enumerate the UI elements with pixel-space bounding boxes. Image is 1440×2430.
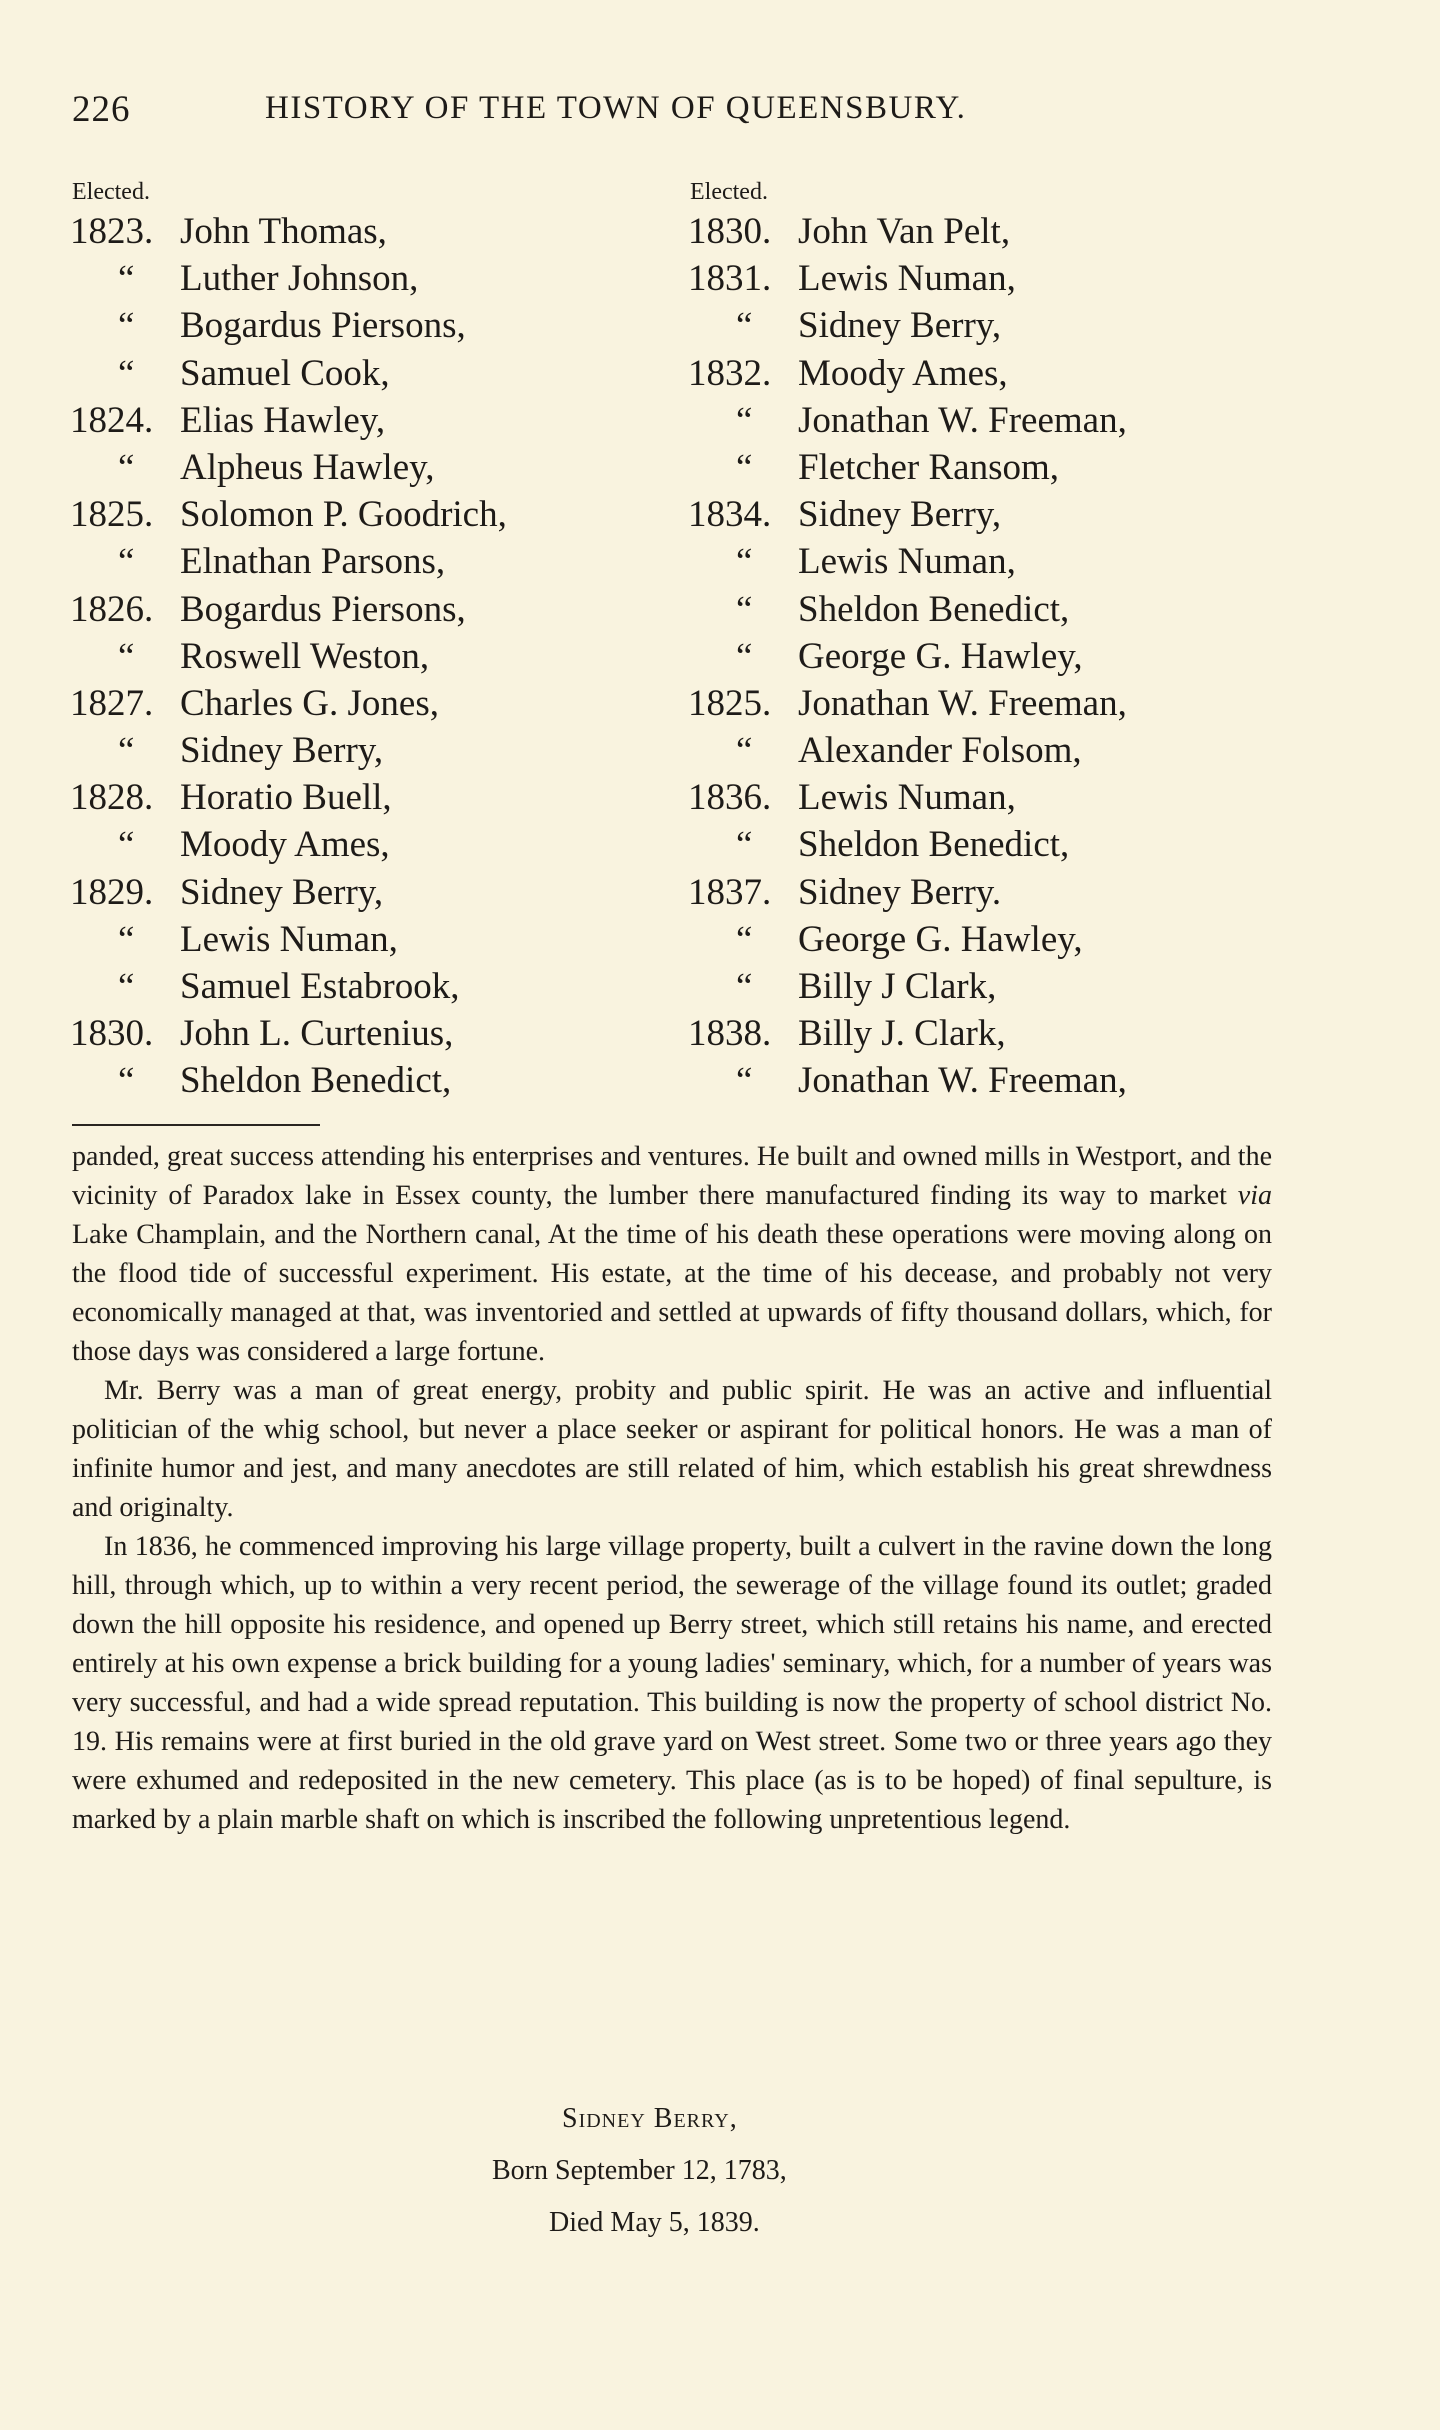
election-entry xyxy=(688,491,1308,538)
left-election-column xyxy=(70,176,670,1105)
page-title: HISTORY OF THE TOWN OF QUEENSBURY. xyxy=(265,90,967,126)
paragraph-1-italic-via: via xyxy=(1237,1180,1272,1211)
election-entry xyxy=(688,963,1308,1010)
election-year: 1829. xyxy=(70,871,154,913)
elected-name: Billy J Clark, xyxy=(798,966,997,1007)
election-entry xyxy=(688,1057,1308,1104)
election-entry xyxy=(688,727,1308,774)
election-entry xyxy=(70,680,670,727)
election-entry xyxy=(688,633,1308,680)
election-entry xyxy=(70,774,670,821)
ditto-mark: “ xyxy=(736,635,753,677)
election-year: 1824. xyxy=(70,399,154,441)
elected-name: Sidney Berry, xyxy=(180,871,384,913)
election-entry xyxy=(70,444,670,491)
election-year: 1826. xyxy=(70,588,154,630)
elected-name: George G. Hawley, xyxy=(798,918,1083,960)
elected-name: Alpheus Hawley, xyxy=(180,446,435,488)
ditto-mark: “ xyxy=(118,352,135,394)
elected-name: Horatio Buell, xyxy=(180,777,392,819)
elected-name: Lewis Numan, xyxy=(798,541,1016,583)
elected-name: Roswell Weston, xyxy=(180,635,430,677)
election-year: 1830. xyxy=(70,1013,154,1055)
elected-name: Sheldon Benedict, xyxy=(798,824,1070,866)
elected-name: Alexander Folsom, xyxy=(798,730,1082,772)
ditto-mark: “ xyxy=(736,305,753,347)
elected-name: Sheldon Benedict, xyxy=(180,1060,452,1102)
election-year: 1832. xyxy=(688,352,772,394)
election-entry xyxy=(688,586,1308,633)
election-entry xyxy=(688,538,1308,585)
elected-name: Moody Ames, xyxy=(798,352,1008,394)
election-entry xyxy=(70,963,670,1010)
election-entry xyxy=(70,1057,670,1104)
paragraph-2: Mr. Berry was a man of great energy, probity and public spirit. He was an active and influential politician of the whig school, but never a place seeker or aspirant for political honors. He was a man of infinite humor and jest, and many anecdotes are still related of him, which establish his great shrewdness and originalty. xyxy=(72,1375,1272,1523)
paragraph-1-start: panded, great success attending his enterprises and ventures. He built and owned mills in Westport, and the vicinity of Paradox lake in Essex county, the lumber there manufactured finding its way to market xyxy=(72,1141,1272,1211)
right-entries-list xyxy=(688,208,1308,1105)
body-text xyxy=(72,1137,1272,1839)
ditto-mark: “ xyxy=(736,588,753,630)
ditto-mark: “ xyxy=(736,966,753,1007)
ditto-mark: “ xyxy=(118,541,135,583)
epitaph-born: Born September 12, 1783, xyxy=(492,2155,787,2186)
elected-name: Elias Hawley, xyxy=(180,399,386,441)
elected-name: Fletcher Ransom, xyxy=(798,446,1060,488)
elected-name: George G. Hawley, xyxy=(798,635,1083,677)
elected-name: Jonathan W. Freeman, xyxy=(798,399,1127,441)
elected-name: Billy J. Clark, xyxy=(798,1013,1006,1055)
elected-name: Samuel Estabrook, xyxy=(180,966,460,1007)
column-label: Elected. xyxy=(72,179,150,205)
ditto-mark: “ xyxy=(118,446,135,488)
elected-name: Lewis Numan, xyxy=(798,777,1016,819)
ditto-mark: “ xyxy=(118,824,135,866)
election-entry xyxy=(688,916,1308,963)
elected-name: Sidney Berry, xyxy=(798,305,1002,347)
elected-name: Bogardus Piersons, xyxy=(180,305,466,347)
ditto-mark: “ xyxy=(118,966,135,1007)
elected-name: John Van Pelt, xyxy=(798,211,1011,252)
election-year: 1825. xyxy=(70,494,154,536)
election-entry xyxy=(70,727,670,774)
ditto-mark: “ xyxy=(736,824,753,866)
epitaph-died: Died May 5, 1839. xyxy=(549,2207,760,2238)
election-year: 1825. xyxy=(688,682,772,724)
election-year: 1831. xyxy=(688,258,772,300)
election-entry xyxy=(70,255,670,302)
ditto-mark: “ xyxy=(736,446,753,488)
elected-name: Samuel Cook, xyxy=(180,352,390,394)
election-entry xyxy=(70,208,670,255)
page-number: 226 xyxy=(72,89,131,130)
elected-name: John L. Curtenius, xyxy=(180,1013,454,1055)
elected-name: John Thomas, xyxy=(180,211,387,252)
ditto-mark: “ xyxy=(118,305,135,347)
elected-name: Sidney Berry. xyxy=(798,871,1002,913)
election-entry xyxy=(70,350,670,397)
election-year: 1836. xyxy=(688,777,772,819)
election-entry xyxy=(70,491,670,538)
epitaph-name: Sidney Berry, xyxy=(562,2103,738,2134)
election-entry xyxy=(70,1010,670,1057)
elected-name: Moody Ames, xyxy=(180,824,390,866)
paragraph-1 xyxy=(72,1137,1272,1371)
election-entry xyxy=(70,302,670,349)
ditto-mark: “ xyxy=(736,918,753,960)
elected-name: Lewis Numan, xyxy=(180,918,398,960)
ditto-mark: “ xyxy=(118,918,135,960)
election-entry xyxy=(688,350,1308,397)
elected-name: Elnathan Parsons, xyxy=(180,541,446,583)
elected-name: Jonathan W. Freeman, xyxy=(798,682,1127,724)
election-entry xyxy=(688,208,1308,255)
elected-name: Lewis Numan, xyxy=(798,258,1016,300)
election-entry xyxy=(688,302,1308,349)
paragraph-1-end: Lake Champlain, and the Northern canal, At the time of his death these operations were moving along on the flood tide of successful experiment. His estate, at the time of his decease, and probably not very economically managed at that, was inventoried and settled at upwards of fifty thousand dollars, which, for those days was considered a large fortune. xyxy=(72,1219,1272,1367)
ditto-mark: “ xyxy=(118,1060,135,1102)
election-entry xyxy=(688,869,1308,916)
ditto-mark: “ xyxy=(118,635,135,677)
elected-name: Charles G. Jones, xyxy=(180,682,439,724)
ditto-mark: “ xyxy=(736,541,753,583)
election-entry xyxy=(70,633,670,680)
election-entry xyxy=(688,821,1308,868)
election-entry xyxy=(70,821,670,868)
paragraph-3: In 1836, he commenced improving his large village property, built a culvert in the ravine down the long hill, through which, up to within a very recent period, the sewerage of the village found its outlet; graded down the hill opposite his residence, and opened up Berry street, which still retains his name, and erected entirely at his own expense a brick building for a young ladies' seminary, which, for a number of years was very successful, and had a wide spread reputation. This building is now the property of school district No. 19. His remains were at first buried in the old grave yard on West street. Some two or three years ago they were exhumed and redeposited in the new cemetery. This place (as is to be hoped) of final sepulture, is marked by a plain marble shaft on which is inscribed the following unpretentious legend. xyxy=(72,1531,1272,1835)
election-entry xyxy=(70,586,670,633)
elected-name: Jonathan W. Freeman, xyxy=(798,1060,1127,1102)
election-year: 1838. xyxy=(688,1013,772,1055)
election-entry xyxy=(688,1010,1308,1057)
election-entry xyxy=(688,444,1308,491)
elected-name: Sidney Berry, xyxy=(180,730,384,772)
election-year: 1834. xyxy=(688,494,772,536)
election-year: 1837. xyxy=(688,871,772,913)
elected-name: Sidney Berry, xyxy=(798,494,1002,536)
ditto-mark: “ xyxy=(736,730,753,772)
elected-name: Bogardus Piersons, xyxy=(180,588,466,630)
elected-name: Solomon P. Goodrich, xyxy=(180,494,507,536)
election-year: 1828. xyxy=(70,777,154,819)
column-label: Elected. xyxy=(690,179,768,205)
election-year: 1823. xyxy=(70,211,154,252)
elected-name: Sheldon Benedict, xyxy=(798,588,1070,630)
ditto-mark: “ xyxy=(736,399,753,441)
ditto-mark: “ xyxy=(736,1060,753,1102)
election-entry xyxy=(688,680,1308,727)
election-entry xyxy=(688,397,1308,444)
election-entry xyxy=(688,774,1308,821)
election-entry xyxy=(70,916,670,963)
elected-name: Luther Johnson, xyxy=(180,258,419,300)
election-entry xyxy=(70,397,670,444)
running-head xyxy=(72,88,1072,138)
election-entry xyxy=(70,869,670,916)
ditto-mark: “ xyxy=(118,730,135,772)
right-election-column xyxy=(688,176,1308,1105)
ditto-mark: “ xyxy=(118,258,135,300)
election-year: 1830. xyxy=(688,211,772,252)
left-entries-list xyxy=(70,208,670,1105)
election-entry xyxy=(688,255,1308,302)
election-entry xyxy=(70,538,670,585)
election-year: 1827. xyxy=(70,682,154,724)
footnote-rule xyxy=(72,1124,320,1126)
